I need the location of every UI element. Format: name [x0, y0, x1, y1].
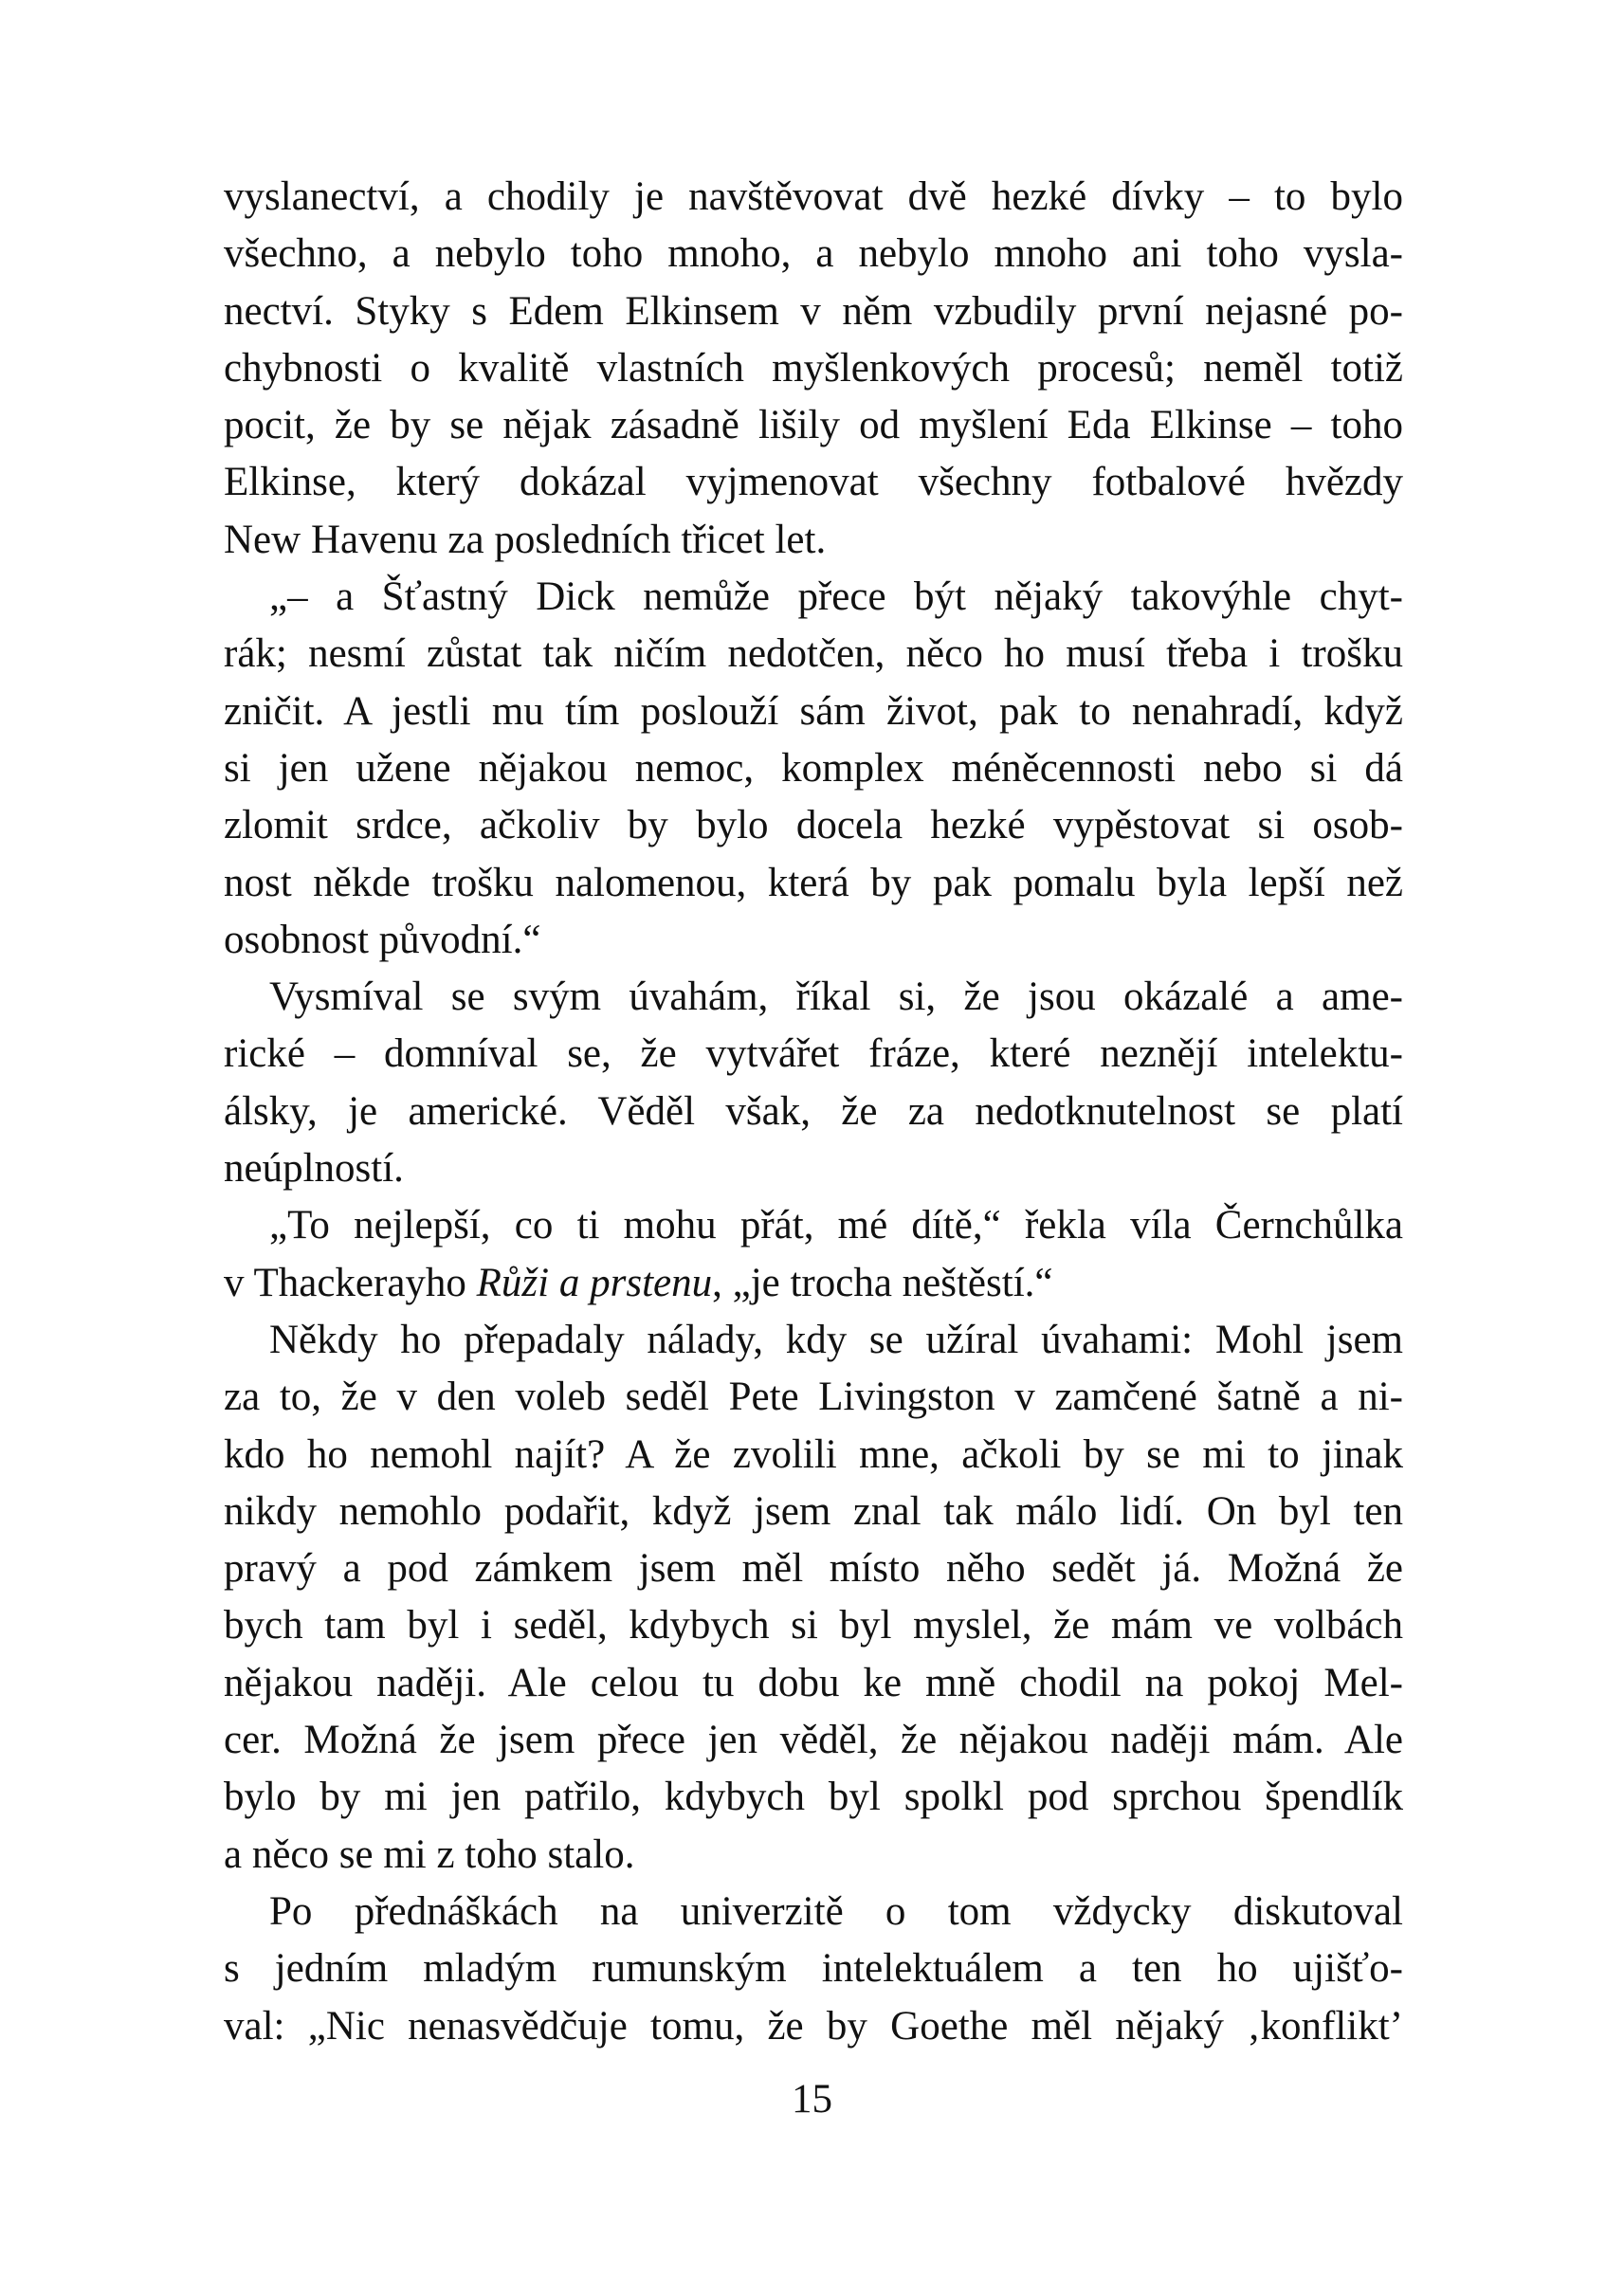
- text-line: vyslanectví, a chodily je navštěvovat dvě hezké dívky – to bylo: [224, 174, 1403, 219]
- text-line: osobnost původní.“: [224, 917, 541, 962]
- text-line: zničit. A jestli mu tím poslouží sám život, pak to nenahradí, když: [224, 688, 1403, 734]
- text-line: New Havenu za posledních třicet let.: [224, 517, 827, 562]
- text-line: álsky, je americké. Věděl však, že za nedotknutelnost se platí: [224, 1088, 1403, 1134]
- text-line: Elkinse, který dokázal vyjmenovat všechny fotbalové hvězdy: [224, 460, 1403, 505]
- text-line: zlomit srdce, ačkoliv by bylo docela hezké vypěstovat si osob-: [224, 803, 1403, 848]
- text-line: cer. Možná že jsem přece jen věděl, že nějakou naději mám. Ale: [224, 1718, 1403, 1763]
- text-line: a něco se mi z toho stalo.: [224, 1831, 635, 1877]
- text-line: bylo by mi jen patřilo, kdybych byl spolkl pod sprchou špendlík: [224, 1775, 1403, 1820]
- text-line: Po přednáškách na univerzitě o tom vždycky diskutoval: [269, 1888, 1403, 1934]
- text-line: bych tam byl i seděl, kdybych si byl myslel, že mám ve volbách: [224, 1603, 1403, 1648]
- text-line: neúplností.: [224, 1146, 404, 1192]
- page-number: 15: [792, 2077, 832, 2122]
- text-line: rické – domníval se, že vytvářet fráze, které neznějí intelektu-: [224, 1031, 1403, 1077]
- text-line-with-italic: v Thackerayho Růži a prstenu, „je trocha neštěstí.“: [224, 1260, 1053, 1305]
- text-line: všechno, a nebylo toho mnoho, a nebylo mnoho ani toho vysla-: [224, 231, 1403, 277]
- body-text: [224, 169, 1403, 2055]
- text-line: za to, že v den voleb seděl Pete Livingston v zamčené šatně a ni-: [224, 1375, 1403, 1420]
- text-line: „To nejlepší, co ti mohu přát, mé dítě,“ řekla víla Černchůlka: [269, 1203, 1403, 1248]
- text-line: pravý a pod zámkem jsem měl místo něho sedět já. Možná že: [224, 1546, 1403, 1592]
- italic-title: Růži a prstenu: [476, 1260, 713, 1305]
- text-line: rák; nesmí zůstat tak ničím nedotčen, něco ho musí třeba i trošku: [224, 631, 1403, 677]
- text-line: val: „Nic nenasvědčuje tomu, že by Goethe měl nějaký ‚konflikt’: [224, 2003, 1403, 2049]
- text-line: nikdy nemohlo podařit, když jsem znal tak málo lidí. On byl ten: [224, 1488, 1403, 1534]
- text-line: kdo ho nemohl najít? A že zvolili mne, ačkoli by se mi to jinak: [224, 1431, 1403, 1477]
- text-line: si jen užene nějakou nemoc, komplex méněcennosti nebo si dá: [224, 745, 1403, 791]
- text-line: nějakou naději. Ale celou tu dobu ke mně chodil na pokoj Mel-: [224, 1660, 1403, 1705]
- text-line: Někdy ho přepadaly nálady, kdy se užíral úvahami: Mohl jsem: [269, 1317, 1403, 1362]
- text-line: nost někde trošku nalomenou, která by pak pomalu byla lepší než: [224, 860, 1403, 905]
- text-line: s jedním mladým rumunským intelektuálem a ten ho ujišťo-: [224, 1946, 1403, 1992]
- text-line: Vysmíval se svým úvahám, říkal si, že jsou okázalé a ame-: [269, 974, 1403, 1020]
- text-line: „– a Šťastný Dick nemůže přece být nějaký takovýhle chyt-: [269, 574, 1403, 620]
- text-line: nectví. Styky s Edem Elkinsem v něm vzbudily první nejasné po-: [224, 288, 1403, 334]
- text-line: pocit, že by se nějak zásadně lišily od myšlení Eda Elkinse – toho: [224, 403, 1403, 448]
- text-line: chybnosti o kvalitě vlastních myšlenkových procesů; neměl totiž: [224, 345, 1403, 391]
